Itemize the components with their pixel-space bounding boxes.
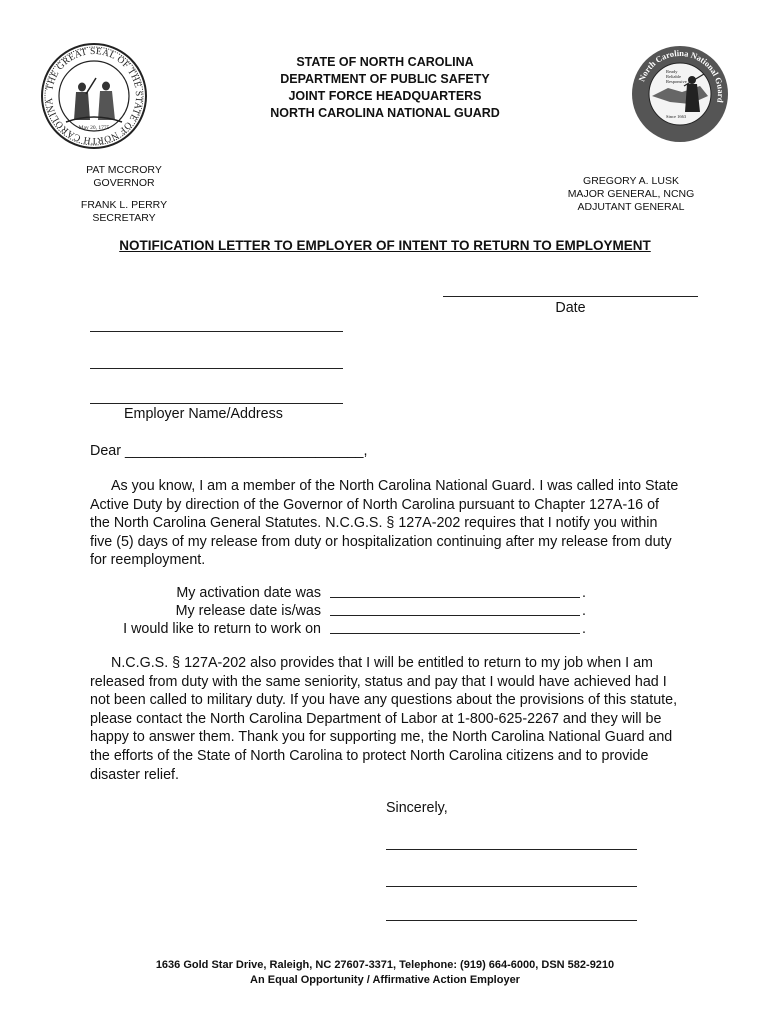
letterhead-line-1: STATE OF NORTH CAROLINA bbox=[296, 55, 474, 69]
letterhead-line-3: JOINT FORCE HEADQUARTERS bbox=[288, 89, 482, 103]
state-seal-date: May 20, 1775 bbox=[78, 125, 110, 131]
employer-address-line-2[interactable] bbox=[90, 368, 343, 369]
footer bbox=[0, 958, 770, 988]
governor-block bbox=[54, 164, 194, 190]
release-date-line[interactable] bbox=[330, 615, 580, 616]
general-name: GREGORY A. LUSK bbox=[583, 175, 679, 187]
secretary-title: SECRETARY bbox=[92, 212, 156, 224]
guard-seal-ring-text: North Carolina National Guard bbox=[636, 47, 727, 104]
guard-seal-year: Since 1663 bbox=[666, 114, 687, 119]
employer-label: Employer Name/Address bbox=[124, 406, 283, 422]
signature-line[interactable] bbox=[386, 849, 637, 850]
secretary-name: FRANK L. PERRY bbox=[80, 199, 168, 211]
activation-date-line[interactable] bbox=[330, 597, 580, 598]
general-title-2: ADJUTANT GENERAL bbox=[577, 201, 685, 213]
letterhead-line-4: NORTH CAROLINA NATIONAL GUARD bbox=[270, 106, 500, 120]
rank-unit-line[interactable] bbox=[386, 920, 637, 921]
activation-label: My activation date was bbox=[176, 585, 321, 601]
adjutant-general-block bbox=[546, 175, 716, 214]
paragraph-1: As you know, I am a member of the North Carolina National Guard. I was called into State Active Duty by direction of the Governor of North Carolina pursuant to Chapter 127A-16 of the North Carolina General Statutes. N.C.G.S. § 127A-202 requires that I notify you within five (5) days of my release from duty or hospitalization continuing after my release from duty for reemployment. bbox=[90, 478, 679, 569]
release-label: My release date is/was bbox=[175, 603, 321, 619]
governor-name: PAT MCCRORY bbox=[86, 164, 162, 176]
printed-name-line[interactable] bbox=[386, 886, 637, 887]
date-label: Date bbox=[555, 300, 586, 316]
paragraph-2: N.C.G.S. § 127A-202 also provides that I will be entitled to return to my job when I am released from duty with the same seniority, status and pay that I would have achieved had I not been called to military duty. If you have any questions about the provisions of this statute, please contact the North Carolina Department of Labor at 1-800-625-2267 and they will be happy to answer them. Thank you for supporting me, the North Carolina National Guard and the efforts of the State of North Carolina to protect North Carolina citizens and to provide disaster relief. bbox=[90, 655, 678, 783]
employer-address-line-1[interactable] bbox=[90, 331, 343, 332]
letterhead bbox=[0, 54, 770, 122]
guard-motto-1: Ready bbox=[666, 69, 678, 74]
guard-motto-3: Responsive bbox=[666, 79, 687, 84]
state-seal-ring-text: THE GREAT SEAL OF THE STATE OF NORTH CAROLINA bbox=[44, 46, 144, 146]
general-title-1: MAJOR GENERAL, NCNG bbox=[567, 188, 695, 200]
footer-eeo: An Equal Opportunity / Affirmative Action Employer bbox=[250, 974, 520, 986]
closing: Sincerely, bbox=[386, 800, 448, 816]
governor-title: GOVERNOR bbox=[93, 177, 155, 189]
return-date-line[interactable] bbox=[330, 633, 580, 634]
date-line[interactable] bbox=[443, 296, 698, 297]
letterhead-line-2: DEPARTMENT OF PUBLIC SAFETY bbox=[280, 72, 490, 86]
employer-address-line-3[interactable] bbox=[90, 403, 343, 404]
salutation: Dear ______________________________, bbox=[90, 443, 368, 459]
footer-address: 1636 Gold Star Drive, Raleigh, NC 27607-3371, Telephone: (919) 664-6000, DSN 582-9210 bbox=[155, 959, 615, 971]
guard-motto-2: Reliable bbox=[666, 74, 681, 79]
return-label: I would like to return to work on bbox=[123, 621, 321, 637]
letter-title: NOTIFICATION LETTER TO EMPLOYER OF INTENT TO RETURN TO EMPLOYMENT bbox=[119, 238, 651, 253]
secretary-block bbox=[54, 199, 194, 225]
